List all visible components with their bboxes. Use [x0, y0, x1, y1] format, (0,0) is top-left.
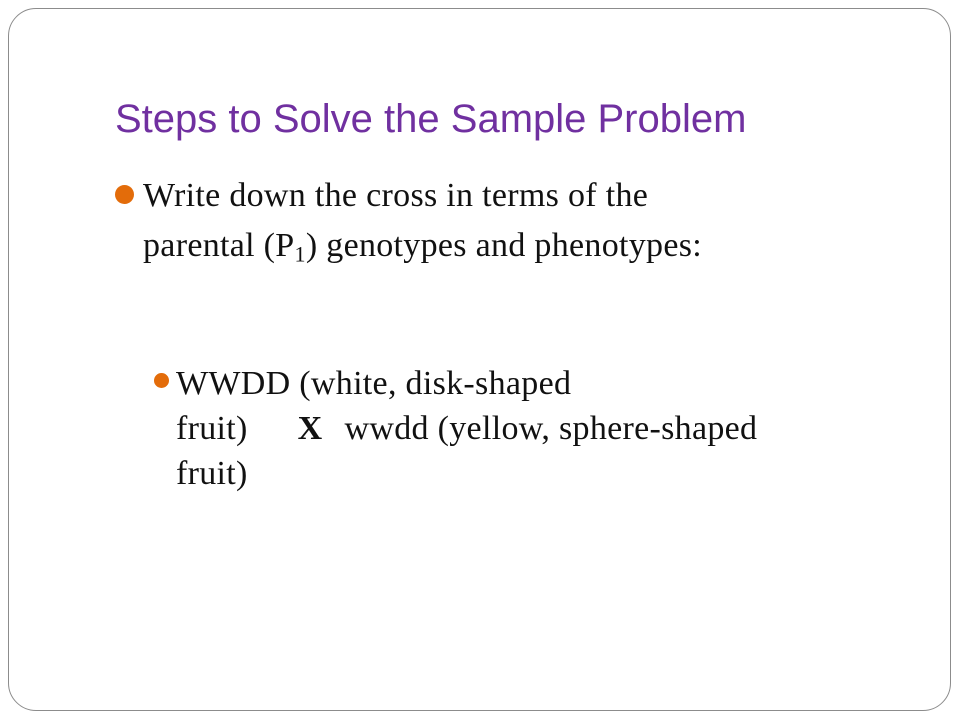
bullet-text: [176, 361, 757, 496]
text-fragment: parental (P: [143, 227, 295, 264]
text-fragment: wwdd (yellow, sphere-shaped: [344, 410, 758, 447]
bullet-item-parental-cross: [154, 361, 934, 496]
bullet-line: WWDD (white, disk-shaped: [176, 365, 572, 402]
subscript: 1: [294, 241, 306, 267]
text-fragment: fruit): [176, 410, 248, 447]
bullet-dot-icon: [154, 373, 169, 388]
text-fragment: ) genotypes and phenotypes:: [305, 227, 703, 264]
bullet-dot-icon: [115, 185, 134, 204]
cross-symbol: X: [297, 410, 323, 447]
bullet-line: [143, 221, 702, 280]
slide: [8, 8, 951, 711]
slide-title: Steps to Solve the Sample Problem: [115, 97, 747, 141]
bullet-line: fruit): [176, 455, 248, 492]
bullet-item-cross-instruction: [115, 171, 915, 280]
bullet-text: [143, 171, 702, 280]
bullet-line: [176, 406, 757, 451]
bullet-line: Write down the cross in terms of the: [143, 177, 649, 214]
